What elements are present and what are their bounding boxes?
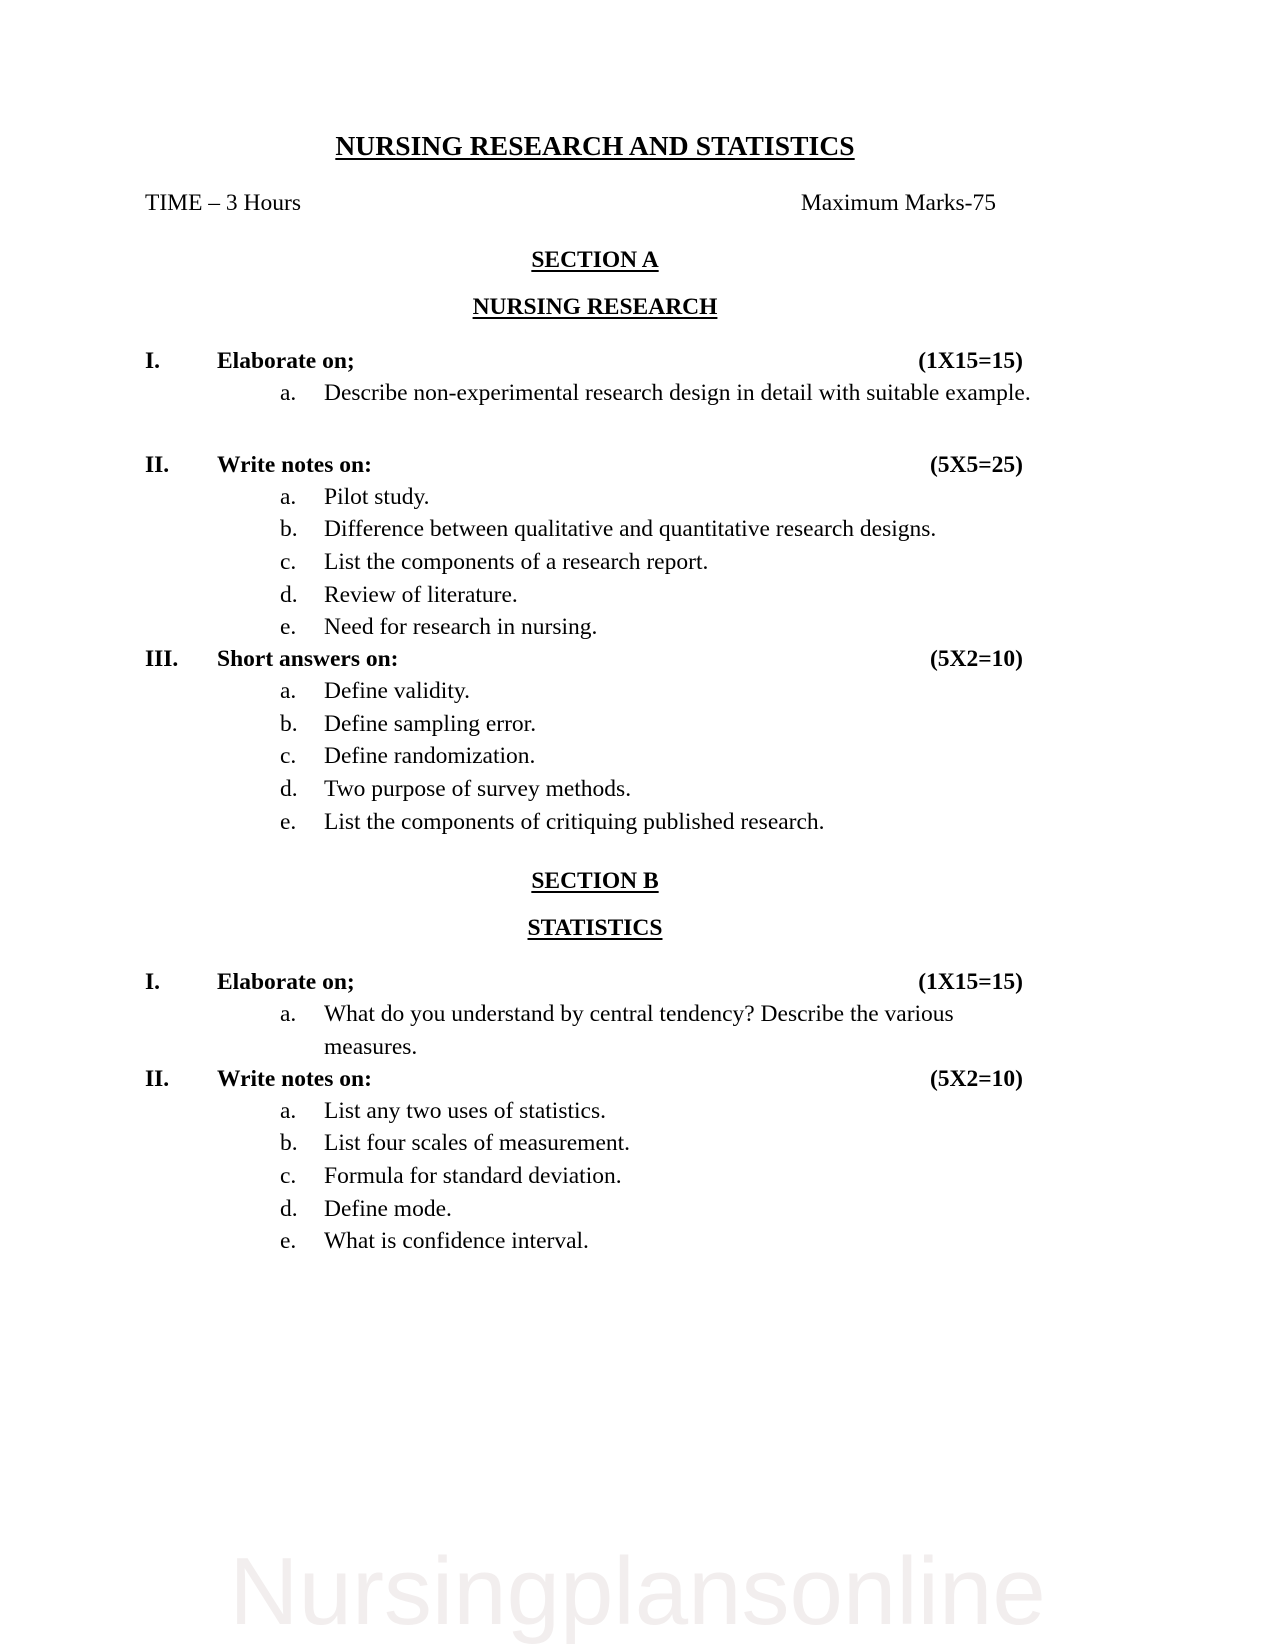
question-a-2-items: [145, 481, 1045, 644]
question-a-1-number: I.: [145, 348, 161, 374]
question-a-1-items: [145, 377, 1045, 410]
question-b-1: [145, 967, 1045, 1063]
question-a-3-number: III.: [145, 645, 179, 672]
item-text: List any two uses of statistics.: [324, 1097, 606, 1124]
question-b-1-header: [145, 967, 1045, 998]
list-item: [145, 806, 1045, 839]
item-text: List four scales of measurement.: [324, 1130, 631, 1157]
item-letter: e.: [280, 1228, 297, 1255]
exam-meta-row: [145, 190, 1045, 217]
list-item: [145, 1225, 1045, 1258]
question-b-2-header: [145, 1064, 1045, 1095]
question-a-3-marks: (5X2=10): [929, 645, 1023, 672]
page-title: [145, 130, 1045, 162]
item-text: Define validity.: [324, 677, 470, 704]
question-a-3-label: Short answers on:: [217, 645, 399, 672]
exam-duration: TIME – 3 Hours: [145, 190, 301, 216]
question-b-1-label: Elaborate on;: [217, 969, 355, 996]
item-text: List the components of a research report.: [324, 549, 709, 575]
watermark: Nursingplansonline: [229, 1538, 1046, 1645]
item-letter: a.: [280, 1001, 297, 1028]
spacer: [145, 410, 1045, 450]
section-a: [145, 247, 1045, 838]
question-a-1-marks: (1X15=15): [918, 348, 1023, 374]
question-b-2-number: II.: [145, 1065, 170, 1092]
list-item: [145, 740, 1045, 773]
question-a-2-header: [145, 450, 1045, 481]
section-a-subject-text: NURSING RESEARCH: [472, 294, 718, 320]
question-a-3: [145, 644, 1045, 838]
list-item: [145, 708, 1045, 741]
question-a-2-number: II.: [145, 451, 170, 478]
list-item: [145, 481, 1045, 514]
question-b-2-marks: (5X2=10): [929, 1065, 1023, 1092]
item-text: Describe non-experimental research design in detail with suitable example.: [324, 380, 1031, 407]
question-a-3-header: [145, 644, 1045, 675]
item-letter: c.: [280, 549, 297, 575]
section-a-subject-heading: [145, 294, 1045, 321]
list-item: [145, 377, 1045, 410]
question-b-2-label: Write notes on:: [217, 1065, 372, 1092]
item-letter: b.: [280, 516, 298, 543]
item-letter: c.: [280, 743, 297, 770]
list-item: [145, 998, 1045, 1063]
list-item: [145, 579, 1045, 612]
section-a-heading-text: SECTION A: [531, 247, 659, 273]
question-a-2-label: Write notes on:: [217, 451, 372, 478]
exam-maximum-marks: Maximum Marks-75: [800, 190, 996, 216]
question-a-2: [145, 450, 1045, 644]
item-letter: b.: [280, 1130, 298, 1157]
section-b: [145, 868, 1045, 1258]
item-text: Define mode.: [324, 1195, 452, 1222]
list-item: [145, 1127, 1045, 1160]
question-a-1-header: [145, 346, 1045, 377]
list-item: [145, 546, 1045, 579]
list-item: [145, 1095, 1045, 1128]
item-text: Define sampling error.: [324, 710, 537, 737]
list-item: [145, 773, 1045, 806]
question-b-1-items: [145, 998, 1045, 1063]
question-b-2-items: [145, 1095, 1045, 1258]
question-a-1-label: Elaborate on;: [217, 348, 355, 374]
list-item: [145, 611, 1045, 644]
spacer: [145, 838, 1045, 868]
item-letter: d.: [280, 1195, 298, 1222]
section-a-heading: [145, 247, 1045, 274]
question-a-3-items: [145, 675, 1045, 838]
list-item: [145, 675, 1045, 708]
item-letter: a.: [280, 677, 297, 704]
section-b-subject-text: STATISTICS: [527, 915, 663, 942]
item-text: What is confidence interval.: [324, 1228, 589, 1255]
item-letter: c.: [280, 1162, 297, 1189]
item-letter: a.: [280, 1097, 297, 1124]
item-text: Define randomization.: [324, 743, 536, 770]
item-text: List the components of critiquing published research.: [324, 808, 825, 835]
item-letter: b.: [280, 710, 298, 737]
question-b-1-number: I.: [145, 969, 161, 996]
list-item: [145, 513, 1045, 546]
section-b-heading: [145, 868, 1045, 895]
page-title-text: NURSING RESEARCH AND STATISTICS: [335, 130, 855, 161]
item-text: Review of literature.: [324, 581, 518, 608]
item-text: What do you understand by central tendency? Describe the various measures.: [324, 1001, 954, 1060]
item-letter: d.: [280, 581, 298, 608]
item-text: Two purpose of survey methods.: [324, 775, 632, 802]
item-letter: a.: [280, 483, 297, 510]
question-b-1-marks: (1X15=15): [918, 969, 1023, 996]
list-item: [145, 1193, 1045, 1226]
item-text: Pilot study.: [324, 483, 430, 510]
section-b-subject-heading: [145, 915, 1045, 942]
item-letter: e.: [280, 614, 297, 641]
question-a-2-marks: (5X5=25): [929, 451, 1023, 478]
list-item: [145, 1160, 1045, 1193]
document-body: [145, 130, 1045, 1258]
question-a-1: [145, 346, 1045, 410]
item-text: Difference between qualitative and quantitative research designs.: [324, 516, 937, 543]
question-b-2: [145, 1064, 1045, 1258]
item-letter: a.: [280, 380, 297, 407]
item-text: Need for research in nursing.: [324, 614, 598, 641]
item-letter: e.: [280, 808, 297, 835]
item-text: Formula for standard deviation.: [324, 1162, 622, 1189]
section-b-heading-text: SECTION B: [531, 868, 659, 895]
item-letter: d.: [280, 775, 298, 802]
